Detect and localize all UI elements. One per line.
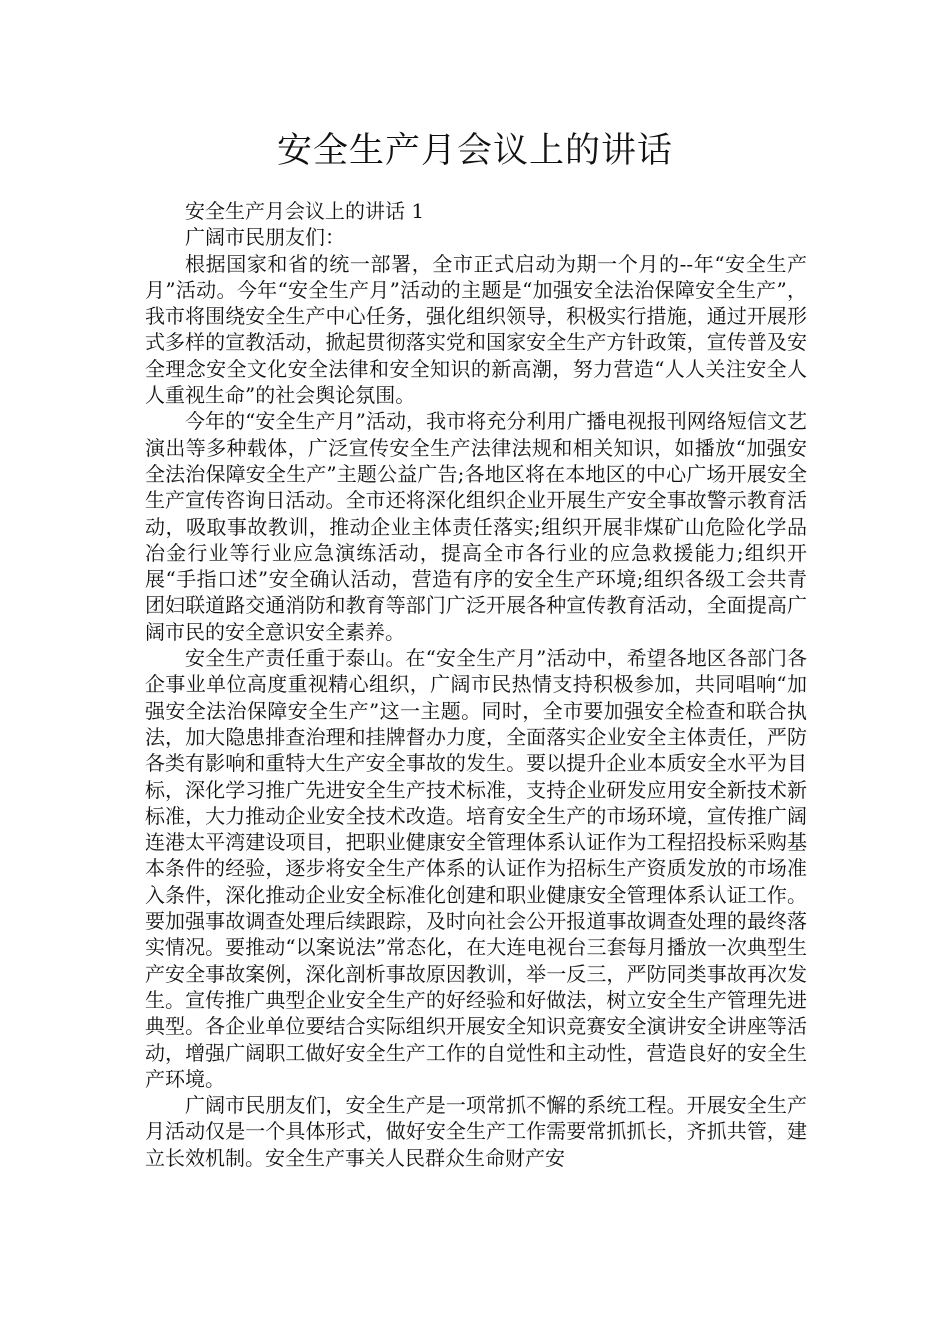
paragraph-4: 广阔市民朋友们，安全生产是一项常抓不懈的系统工程。开展安全生产月活动仅是一个具体形式，做好安全生产工作需要常抓抓长，齐抓共管，建立长效机制。安全生产事关人民群众生命财产安 (145, 1093, 807, 1170)
greeting-line: 广阔市民朋友们： (185, 225, 345, 250)
paragraph-2: 今年的“安全生产月”活动，我市将充分利用广播电视报刊网络短信文艺演出等多种载体，广泛宣传安全生产法律法规和相关知识，如播放“加强安全法治保障安全生产”主题公益广告;各地区将在本地区的中心广场开展安全生产宣传咨询日活动。全市还将深化组织企业开展生产安全事故警示教育活动，吸取事故教训，推动企业主体责任落实;组织开展非煤矿山危险化学品冶金行业等行业应急演练活动，提高全市各行业的应急救援能力;组织开展“手指口述”安全确认活动，营造有序的安全生产环境;组织各级工会共青团妇联道路交通消防和教育等部门广泛开展各种宣传教育活动，全面提高广阔市民的安全意识安全素养。 (145, 409, 807, 644)
paragraph-1: 根据国家和省的统一部署，全市正式启动为期一个月的--年“安全生产月”活动。今年“安全生产月”活动的主题是“加强安全法治保障安全生产”，我市将围绕安全生产中心任务，强化组织领导，积极实行措施，通过开展形式多样的宣教活动，掀起贯彻落实党和国家安全生产方针政策，宣传普及安全理念安全文化安全法律和安全知识的新高潮，努力营造“人人关注安全人人重视生命”的社会舆论氛围。 (145, 251, 807, 408)
document-body (145, 198, 807, 1171)
document-title: 安全生产月会议上的讲话 (276, 131, 673, 171)
document-subtitle: 安全生产月会议上的讲话 1 (185, 199, 425, 223)
paragraph-3: 安全生产责任重于泰山。在“安全生产月”活动中，希望各地区各部门各企事业单位高度重视精心组织，广阔市民热情支持积极参加，共同唱响“加强安全法治保障安全生产”这一主题。同时，全市要加强安全检查和联合执法，加大隐患排查治理和挂牌督办力度，全面落实企业安全主体责任，严防各类有影响和重特大生产安全事故的发生。要以提升企业本质安全水平为目标，深化学习推广先进安全生产技术标准，支持企业研发应用安全新技术新标准，大力推动企业安全技术改造。培育安全生产的市场环境，宣传推广阔连港太平湾建设项目，把职业健康安全管理体系认证作为工程招投标采购基本条件的经验，逐步将安全生产体系的认证作为招标生产资质发放的市场准入条件，深化推动企业安全标准化创建和职业健康安全管理体系认证工作。要加强事故调查处理后续跟踪，及时向社会公开报道事故调查处理的最终落实情况。要推动“以案说法”常态化，在大连电视台三套每月播放一次典型生产安全事故案例，深化剖析事故原因教训，举一反三，严防同类事故再次发生。宣传推广典型企业安全生产的好经验和好做法，树立安全生产管理先进典型。各企业单位要结合实际组织开展安全知识竞赛安全演讲安全讲座等活动，增强广阔职工做好安全生产工作的自觉性和主动性，营造良好的安全生产环境。 (145, 646, 807, 1091)
